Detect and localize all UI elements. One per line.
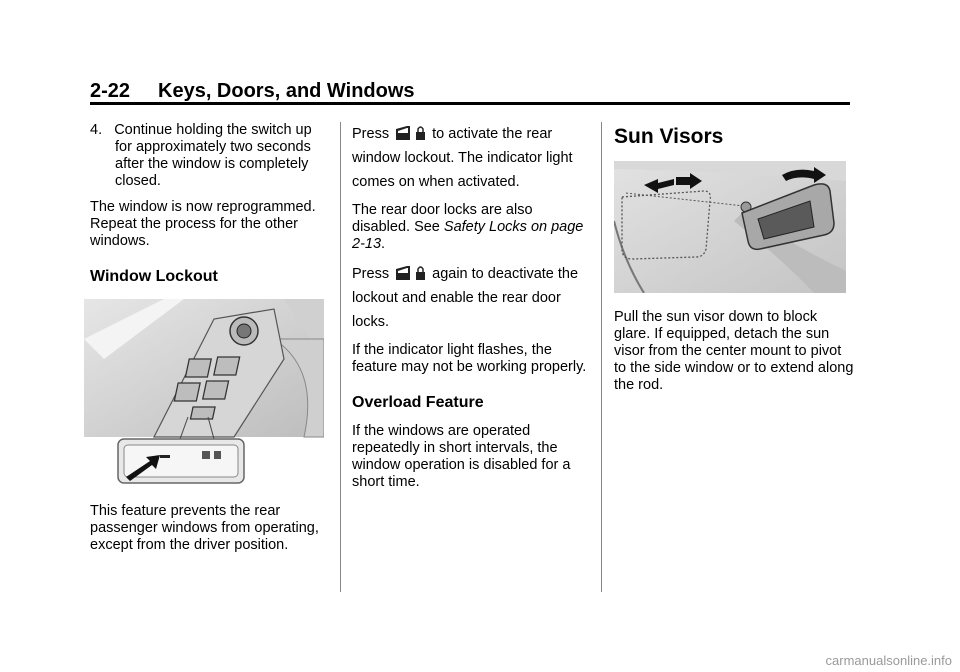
reprogram-paragraph: The window is now reprogrammed. Repeat the process for the other windows. xyxy=(90,199,316,249)
activate-text: to activate the rear xyxy=(432,126,553,142)
prevents-paragraph: This feature prevents the rear passenger windows from operating, except from the driver position. xyxy=(90,503,319,553)
press-label: Press xyxy=(352,126,390,142)
section-title: Keys, Doors, and Windows xyxy=(158,80,415,102)
column-1 xyxy=(90,122,330,563)
column-divider xyxy=(601,122,602,592)
window-lockout-icon xyxy=(395,265,411,281)
step-4 xyxy=(90,122,330,190)
sun-visor-paragraph: Pull the sun visor down to block glare. If equipped, detach the sun visor from the center mount to pivot to the side window or to extend along the rod. xyxy=(614,309,854,393)
sun-visor-illustration xyxy=(614,161,846,293)
watermark: carmanualsonline.info xyxy=(825,653,952,668)
step-text: Continue holding the switch up for approximately two seconds after the window is completely closed. xyxy=(114,122,312,189)
door-locks-text: The rear door locks are also disabled. See xyxy=(352,202,533,235)
overload-paragraph: If the windows are operated repeatedly in short intervals, the window operation is disabled for a short time. xyxy=(352,423,571,490)
lock-icon xyxy=(415,125,426,141)
column-2 xyxy=(352,122,588,500)
deactivate-paragraph xyxy=(352,262,588,334)
column-3 xyxy=(614,122,854,403)
window-switch-illustration xyxy=(84,299,324,489)
deactivate-text: again to deactivate the xyxy=(432,266,579,282)
window-lockout-heading: Window Lockout xyxy=(90,268,218,285)
activate-paragraph xyxy=(352,122,588,194)
period: . xyxy=(381,236,386,252)
flash-paragraph: If the indicator light flashes, the feature may not be working properly. xyxy=(352,342,587,375)
deactivate-text-cont: lockout and enable the rear door locks. xyxy=(352,290,561,330)
door-locks-paragraph xyxy=(352,202,588,253)
sun-visors-heading: Sun Visors xyxy=(614,125,724,148)
overload-heading: Overload Feature xyxy=(352,394,484,411)
step-number: 4. xyxy=(90,122,103,138)
window-lockout-icon xyxy=(395,125,411,141)
page-number: 2-22 xyxy=(90,80,131,102)
lock-icon xyxy=(415,265,426,281)
header-rule xyxy=(90,102,850,105)
press-label: Press xyxy=(352,266,390,282)
activate-text-cont: window lockout. The indicator light comes on when activated. xyxy=(352,150,573,190)
column-divider xyxy=(340,122,341,592)
safety-locks-link[interactable]: Safety Locks on page 2-13 xyxy=(352,219,584,252)
